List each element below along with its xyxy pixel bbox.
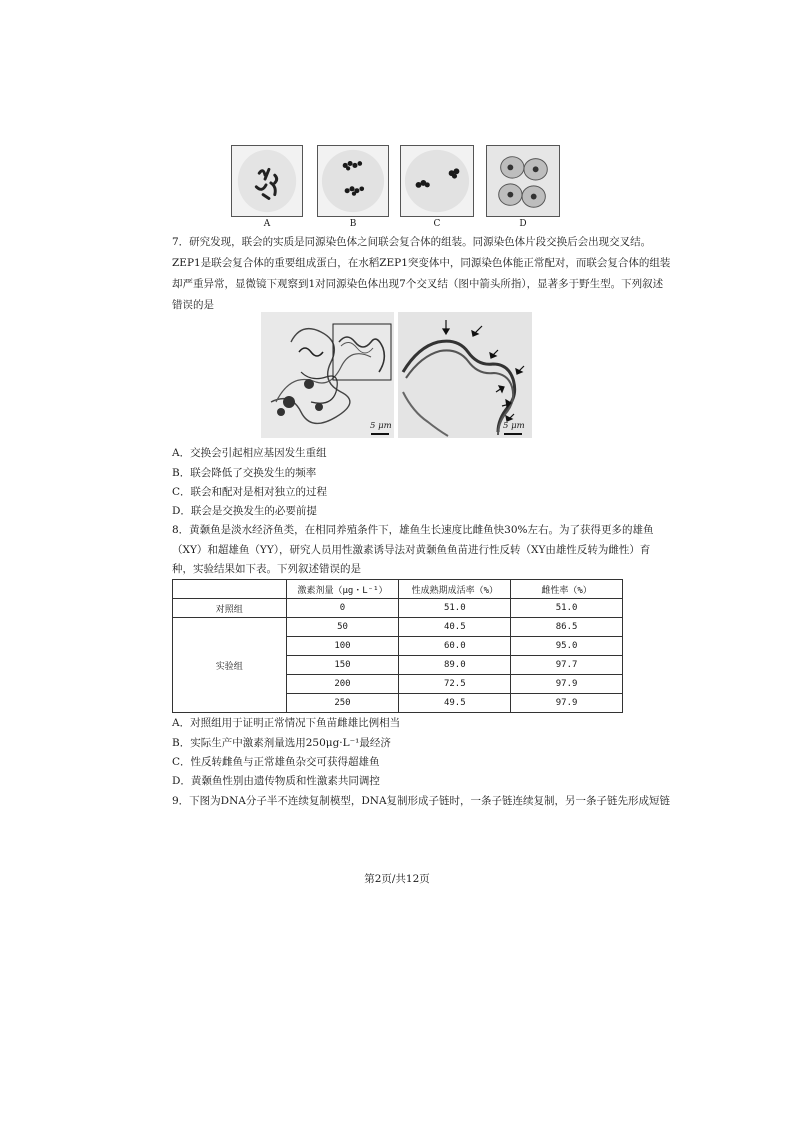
table-cell: 97.7 [511, 656, 623, 675]
q8-option-b: B．实际生产中激素剂量选用250μg·L⁻¹最经济 [172, 737, 391, 749]
table-cell: 49.5 [399, 694, 511, 713]
table-cell: 86.5 [511, 618, 623, 637]
q7-stem-line-3: 却严重异常，显微镜下观察到1对同源染色体出现7个交叉结（图中箭头所指），显著多于野生型。下列叙述 [172, 278, 664, 290]
q7-stem-line-4: 错误的是 [172, 299, 214, 311]
control-group-label: 对照组 [173, 599, 287, 618]
chromosome-micrograph-zoom [398, 312, 532, 438]
table-cell: 150 [286, 656, 399, 675]
q8-stem-line-1: 8．黄颡鱼是淡水经济鱼类，在相同养殖条件下，雄鱼生长速度比雌鱼快30%左右。为了获得更多的雄鱼 [172, 524, 654, 536]
q7-option-c: C．联会和配对是相对独立的过程 [172, 486, 328, 498]
scale-label-right: 5 μm [503, 421, 525, 431]
table-header-dose: 激素剂量（μg・L⁻¹） [286, 580, 399, 599]
q7-stem-line-1: 7．研究发现，联会的实质是同源染色体之间联会复合体的组装。同源染色体片段交换后会出现交叉结。 [172, 236, 652, 248]
table-cell: 60.0 [399, 637, 511, 656]
scale-bar-left [371, 433, 389, 435]
table-cell: 89.0 [399, 656, 511, 675]
table-row [173, 618, 623, 637]
q9-stem-line-1: 9．下图为DNA分子半不连续复制模型，DNA复制形成子链时，一条子链连续复制，另一条子链先形成短链 [172, 795, 671, 807]
panel-label-d: D [519, 219, 527, 229]
table-cell: 97.9 [511, 694, 623, 713]
micrograph-a [231, 145, 303, 217]
table-cell: 50 [286, 618, 399, 637]
micrograph-b [317, 145, 389, 217]
q8-option-a: A．对照组用于证明正常情况下鱼苗雌雄比例相当 [172, 717, 401, 729]
table-header-female-rate: 雌性率（%） [511, 580, 623, 599]
scale-bar-right [504, 433, 522, 435]
micrograph-c [400, 145, 474, 217]
table-cell: 97.9 [511, 675, 623, 694]
table-header-empty [173, 580, 287, 599]
q7-stem-line-2: ZEP1是联会复合体的重要组成蛋白，在水稻ZEP1突变体中，同源染色体能正常配对，而联会复合体的组装 [172, 257, 671, 269]
q8-stem-line-2: （XY）和超雄鱼（YY），研究人员用性激素诱导法对黄颡鱼鱼苗进行性反转（XY由雄性反转为雌性）育 [172, 544, 651, 556]
hormone-dose-table [172, 579, 623, 713]
table-cell: 51.0 [511, 599, 623, 618]
panel-label-c: C [433, 219, 441, 229]
page-number-footer: 第2页/共12页 [364, 873, 430, 885]
table-header-row [173, 580, 623, 599]
q7-option-d: D．联会是交换发生的必要前提 [172, 505, 317, 517]
panel-label-b: B [349, 219, 357, 229]
table-cell: 95.0 [511, 637, 623, 656]
q7-option-a: A．交换会引起相应基因发生重组 [172, 447, 327, 459]
q7-option-b: B．联会降低了交换发生的频率 [172, 467, 317, 479]
table-cell: 250 [286, 694, 399, 713]
q8-stem-line-3: 种，实验结果如下表。下列叙述错误的是 [172, 563, 361, 575]
experiment-group-label: 实验组 [173, 618, 287, 713]
scale-label-left: 5 μm [370, 421, 392, 431]
q8-option-c: C．性反转雌鱼与正常雄鱼杂交可获得超雄鱼 [172, 756, 380, 768]
table-header-survival: 性成熟期成活率（%） [399, 580, 511, 599]
table-row [173, 599, 623, 618]
q8-option-d: D．黄颡鱼性别由遗传物质和性激素共同调控 [172, 775, 380, 787]
panel-label-a: A [263, 219, 271, 229]
table-cell: 72.5 [399, 675, 511, 694]
table-cell: 100 [286, 637, 399, 656]
table-cell: 40.5 [399, 618, 511, 637]
table-cell: 51.0 [399, 599, 511, 618]
table-cell: 200 [286, 675, 399, 694]
micrograph-d [486, 145, 560, 217]
table-cell: 0 [286, 599, 399, 618]
chromosome-micrograph-overview [261, 312, 394, 438]
